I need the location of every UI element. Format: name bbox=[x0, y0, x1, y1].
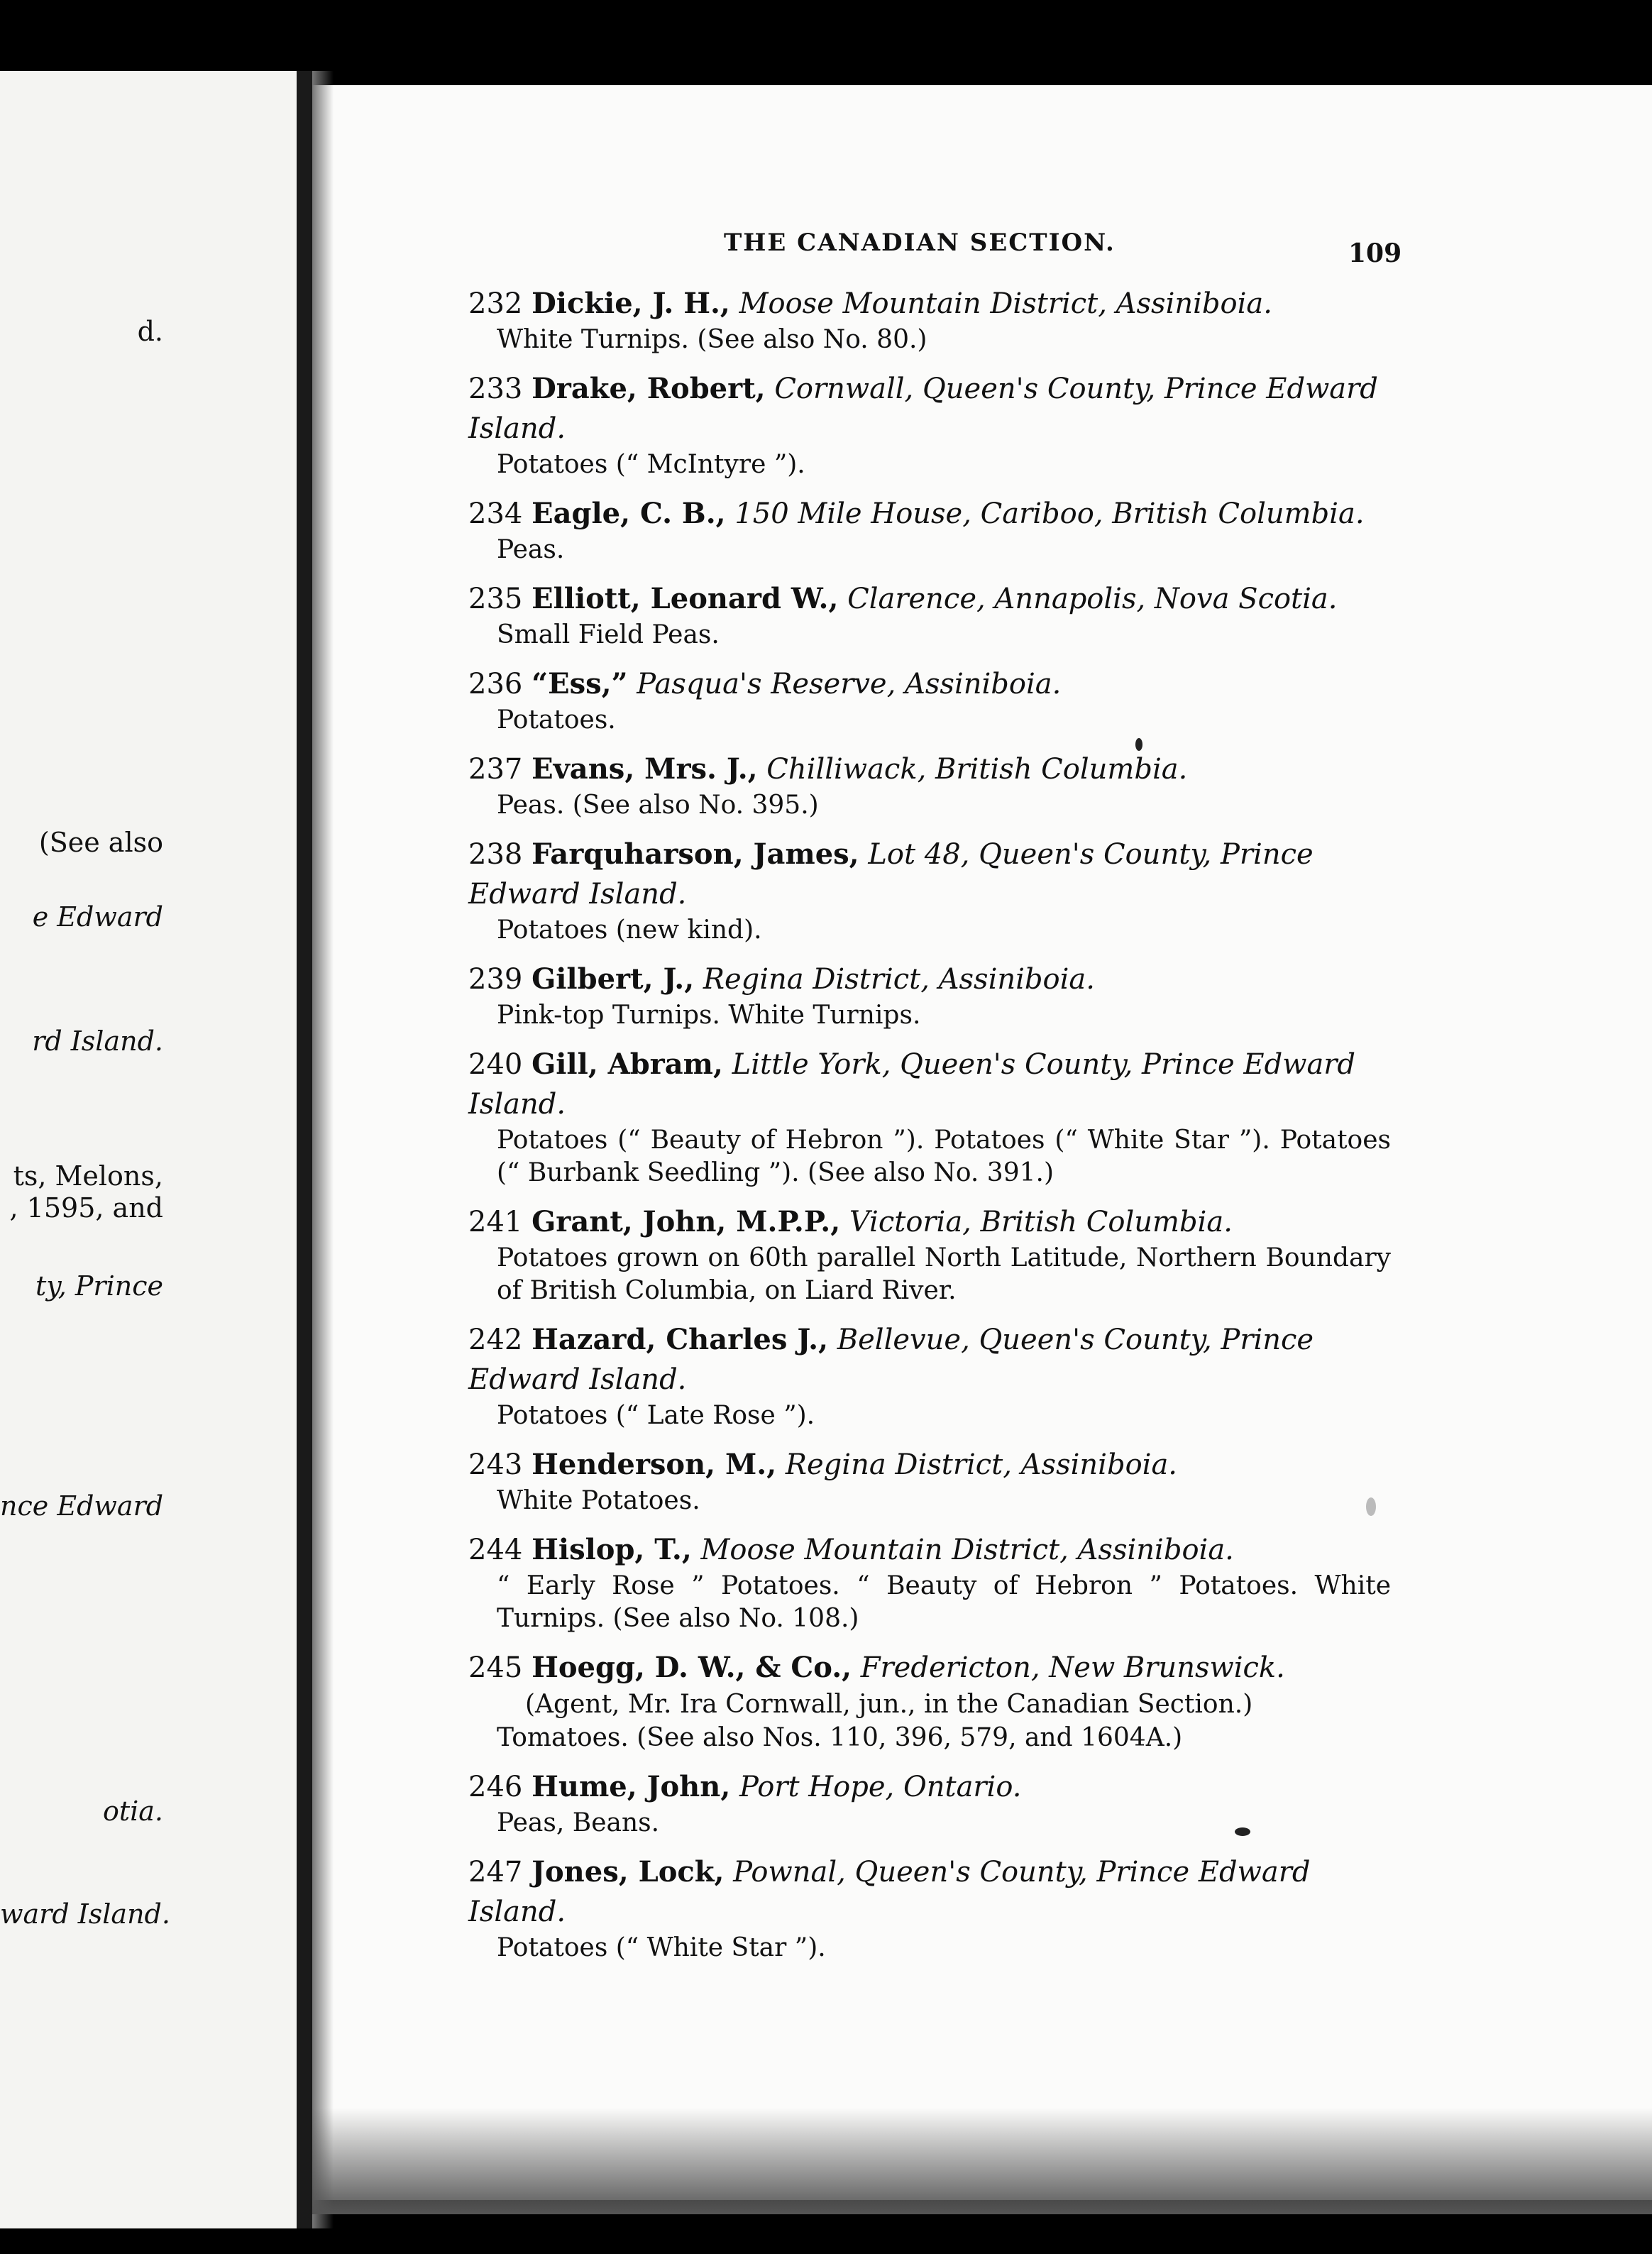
exhibitor-name: Jones, Lock, bbox=[532, 1855, 725, 1889]
exhibitor-name: Evans, Mrs. J., bbox=[532, 752, 758, 786]
exhibitor-place: Fredericton, New Brunswick. bbox=[860, 1651, 1285, 1684]
exhibit-description: Potatoes grown on 60th parallel North Latitude, Northern Boundary of British Columbia, on Liard River. bbox=[497, 1243, 1391, 1305]
exhibitor-name: Grant, John, M.P.P., bbox=[532, 1205, 841, 1238]
exhibit-description: Potatoes (new kind). bbox=[497, 916, 762, 945]
left-page bbox=[0, 71, 305, 2228]
list-item bbox=[468, 1852, 1391, 1964]
exhibit-description: Small Field Peas. bbox=[497, 620, 720, 649]
exhibit-description: Tomatoes. (See also Nos. 110, 396, 579, and 1604A.) bbox=[497, 1723, 1183, 1752]
exhibitor-name: Eagle, C. B., bbox=[532, 497, 726, 530]
exhibitor-place: Bellevue, Queen's County, Prince Edward Island. bbox=[468, 1324, 1314, 1396]
exhibit-description: Pink-top Turnips. White Turnips. bbox=[497, 1001, 921, 1030]
list-item bbox=[468, 960, 1391, 1032]
left-fragment: (See also bbox=[38, 827, 163, 858]
exhibit-description: Potatoes (“ White Star ”). bbox=[497, 1933, 826, 1962]
exhibitor-name: Henderson, M., bbox=[532, 1448, 777, 1481]
entry-number: 244 bbox=[468, 1534, 523, 1566]
left-fragment: d. bbox=[137, 316, 163, 347]
left-fragment: ward Island. bbox=[0, 1898, 170, 1930]
list-item bbox=[468, 664, 1391, 737]
exhibit-description: Potatoes (“ Late Rose ”). bbox=[497, 1401, 815, 1430]
exhibit-description: Potatoes (“ Beauty of Hebron ”). Potatoes (“ White Star ”). Potatoes (“ Burbank Seedling ”). (See also No. 391.) bbox=[497, 1126, 1391, 1187]
entry-number: 240 bbox=[468, 1048, 523, 1081]
exhibitor-name: Hazard, Charles J., bbox=[532, 1323, 828, 1356]
exhibitor-place: Chilliwack, British Columbia. bbox=[766, 753, 1188, 786]
exhibitor-name: Hume, John, bbox=[532, 1770, 731, 1803]
exhibitor-list bbox=[468, 284, 1391, 1977]
entry-number: 247 bbox=[468, 1856, 523, 1889]
exhibitor-name: Gilbert, J., bbox=[532, 962, 695, 996]
exhibitor-name: Hislop, T., bbox=[532, 1533, 692, 1566]
exhibitor-name: “Ess,” bbox=[532, 667, 628, 700]
list-item bbox=[468, 1445, 1391, 1517]
exhibit-description: “ Early Rose ” Potatoes. “ Beauty of Hebron ” Potatoes. White Turnips. (See also No. 108.) bbox=[497, 1571, 1391, 1633]
exhibitor-place: Pownal, Queen's County, Prince Edward Island. bbox=[468, 1856, 1311, 1928]
ink-speck bbox=[1366, 1497, 1376, 1516]
list-item bbox=[468, 1320, 1391, 1432]
list-item bbox=[468, 494, 1391, 566]
left-fragment: , 1595, and bbox=[9, 1192, 163, 1224]
left-fragment: ty, Prince bbox=[35, 1270, 163, 1302]
exhibitor-name: Drake, Robert, bbox=[532, 372, 766, 405]
list-item bbox=[468, 579, 1391, 652]
exhibitor-place: Victoria, British Columbia. bbox=[849, 1206, 1233, 1238]
exhibitor-name: Elliott, Leonard W., bbox=[532, 582, 839, 615]
page-shadow bbox=[312, 71, 334, 2228]
exhibitor-name: Dickie, J. H., bbox=[532, 287, 730, 320]
exhibitor-place: 150 Mile House, Cariboo, British Columbia. bbox=[734, 497, 1365, 530]
entry-number: 241 bbox=[468, 1206, 523, 1238]
exhibitor-place: Regina District, Assiniboia. bbox=[703, 963, 1095, 996]
exhibitor-name: Gill, Abram, bbox=[532, 1048, 723, 1081]
list-item bbox=[468, 1202, 1391, 1307]
exhibitor-place: Lot 48, Queen's County, Prince Edward Island. bbox=[468, 838, 1314, 911]
exhibitor-name: Farquharson, James, bbox=[532, 837, 859, 871]
entry-number: 237 bbox=[468, 753, 523, 786]
list-item bbox=[468, 1767, 1391, 1840]
entry-number: 233 bbox=[468, 373, 523, 405]
list-item bbox=[468, 284, 1391, 356]
entry-number: 242 bbox=[468, 1324, 523, 1356]
page-number: 109 bbox=[1348, 238, 1402, 268]
exhibitor-place: Cornwall, Queen's County, Prince Edward Island. bbox=[468, 373, 1378, 445]
exhibitor-place: Pasqua's Reserve, Assiniboia. bbox=[637, 668, 1062, 700]
ink-speck bbox=[1135, 738, 1142, 751]
left-fragment: ts, Melons, bbox=[13, 1160, 163, 1192]
agent-note: (Agent, Mr. Ira Cornwall, jun., in the Canadian Section.) bbox=[525, 1690, 1253, 1719]
entry-number: 238 bbox=[468, 838, 523, 871]
exhibit-description: Potatoes. bbox=[497, 705, 616, 735]
left-fragment: e Edward bbox=[32, 901, 163, 933]
list-item bbox=[468, 369, 1391, 481]
entry-number: 234 bbox=[468, 497, 523, 530]
entry-number: 235 bbox=[468, 583, 523, 615]
exhibit-description: Peas, Beans. bbox=[497, 1808, 660, 1837]
list-item bbox=[468, 1530, 1391, 1635]
exhibitor-place: Little York, Queen's County, Prince Edward Island. bbox=[468, 1048, 1356, 1121]
exhibit-description: White Turnips. (See also No. 80.) bbox=[497, 325, 927, 354]
list-item bbox=[468, 835, 1391, 947]
entry-number: 245 bbox=[468, 1651, 523, 1684]
running-head: THE CANADIAN SECTION. bbox=[724, 229, 1116, 257]
list-item bbox=[468, 1648, 1391, 1754]
exhibit-description: Peas. bbox=[497, 535, 565, 564]
exhibitor-name: Hoegg, D. W., & Co., bbox=[532, 1651, 852, 1684]
entry-number: 239 bbox=[468, 963, 523, 996]
exhibitor-place: Clarence, Annapolis, Nova Scotia. bbox=[847, 583, 1338, 615]
left-fragment: nce Edward bbox=[0, 1490, 164, 1522]
ink-speck bbox=[1235, 1827, 1250, 1836]
entry-number: 236 bbox=[468, 668, 523, 700]
entry-number: 243 bbox=[468, 1448, 523, 1481]
exhibit-description: Peas. (See also No. 395.) bbox=[497, 791, 819, 820]
exhibitor-place: Regina District, Assiniboia. bbox=[785, 1448, 1178, 1481]
list-item bbox=[468, 1045, 1391, 1189]
book-gutter bbox=[297, 71, 312, 2228]
exhibit-description: White Potatoes. bbox=[497, 1486, 700, 1515]
entry-number: 246 bbox=[468, 1771, 523, 1803]
entry-number: 232 bbox=[468, 287, 523, 320]
left-fragment: otia. bbox=[102, 1796, 163, 1827]
page-shadow bbox=[312, 2108, 1652, 2214]
left-fragment: rd Island. bbox=[32, 1026, 163, 1057]
exhibitor-place: Moose Mountain District, Assiniboia. bbox=[700, 1534, 1234, 1566]
list-item bbox=[468, 749, 1391, 822]
exhibitor-place: Moose Mountain District, Assiniboia. bbox=[739, 287, 1272, 320]
exhibit-description: Potatoes (“ McIntyre ”). bbox=[497, 450, 805, 479]
exhibitor-place: Port Hope, Ontario. bbox=[739, 1771, 1022, 1803]
